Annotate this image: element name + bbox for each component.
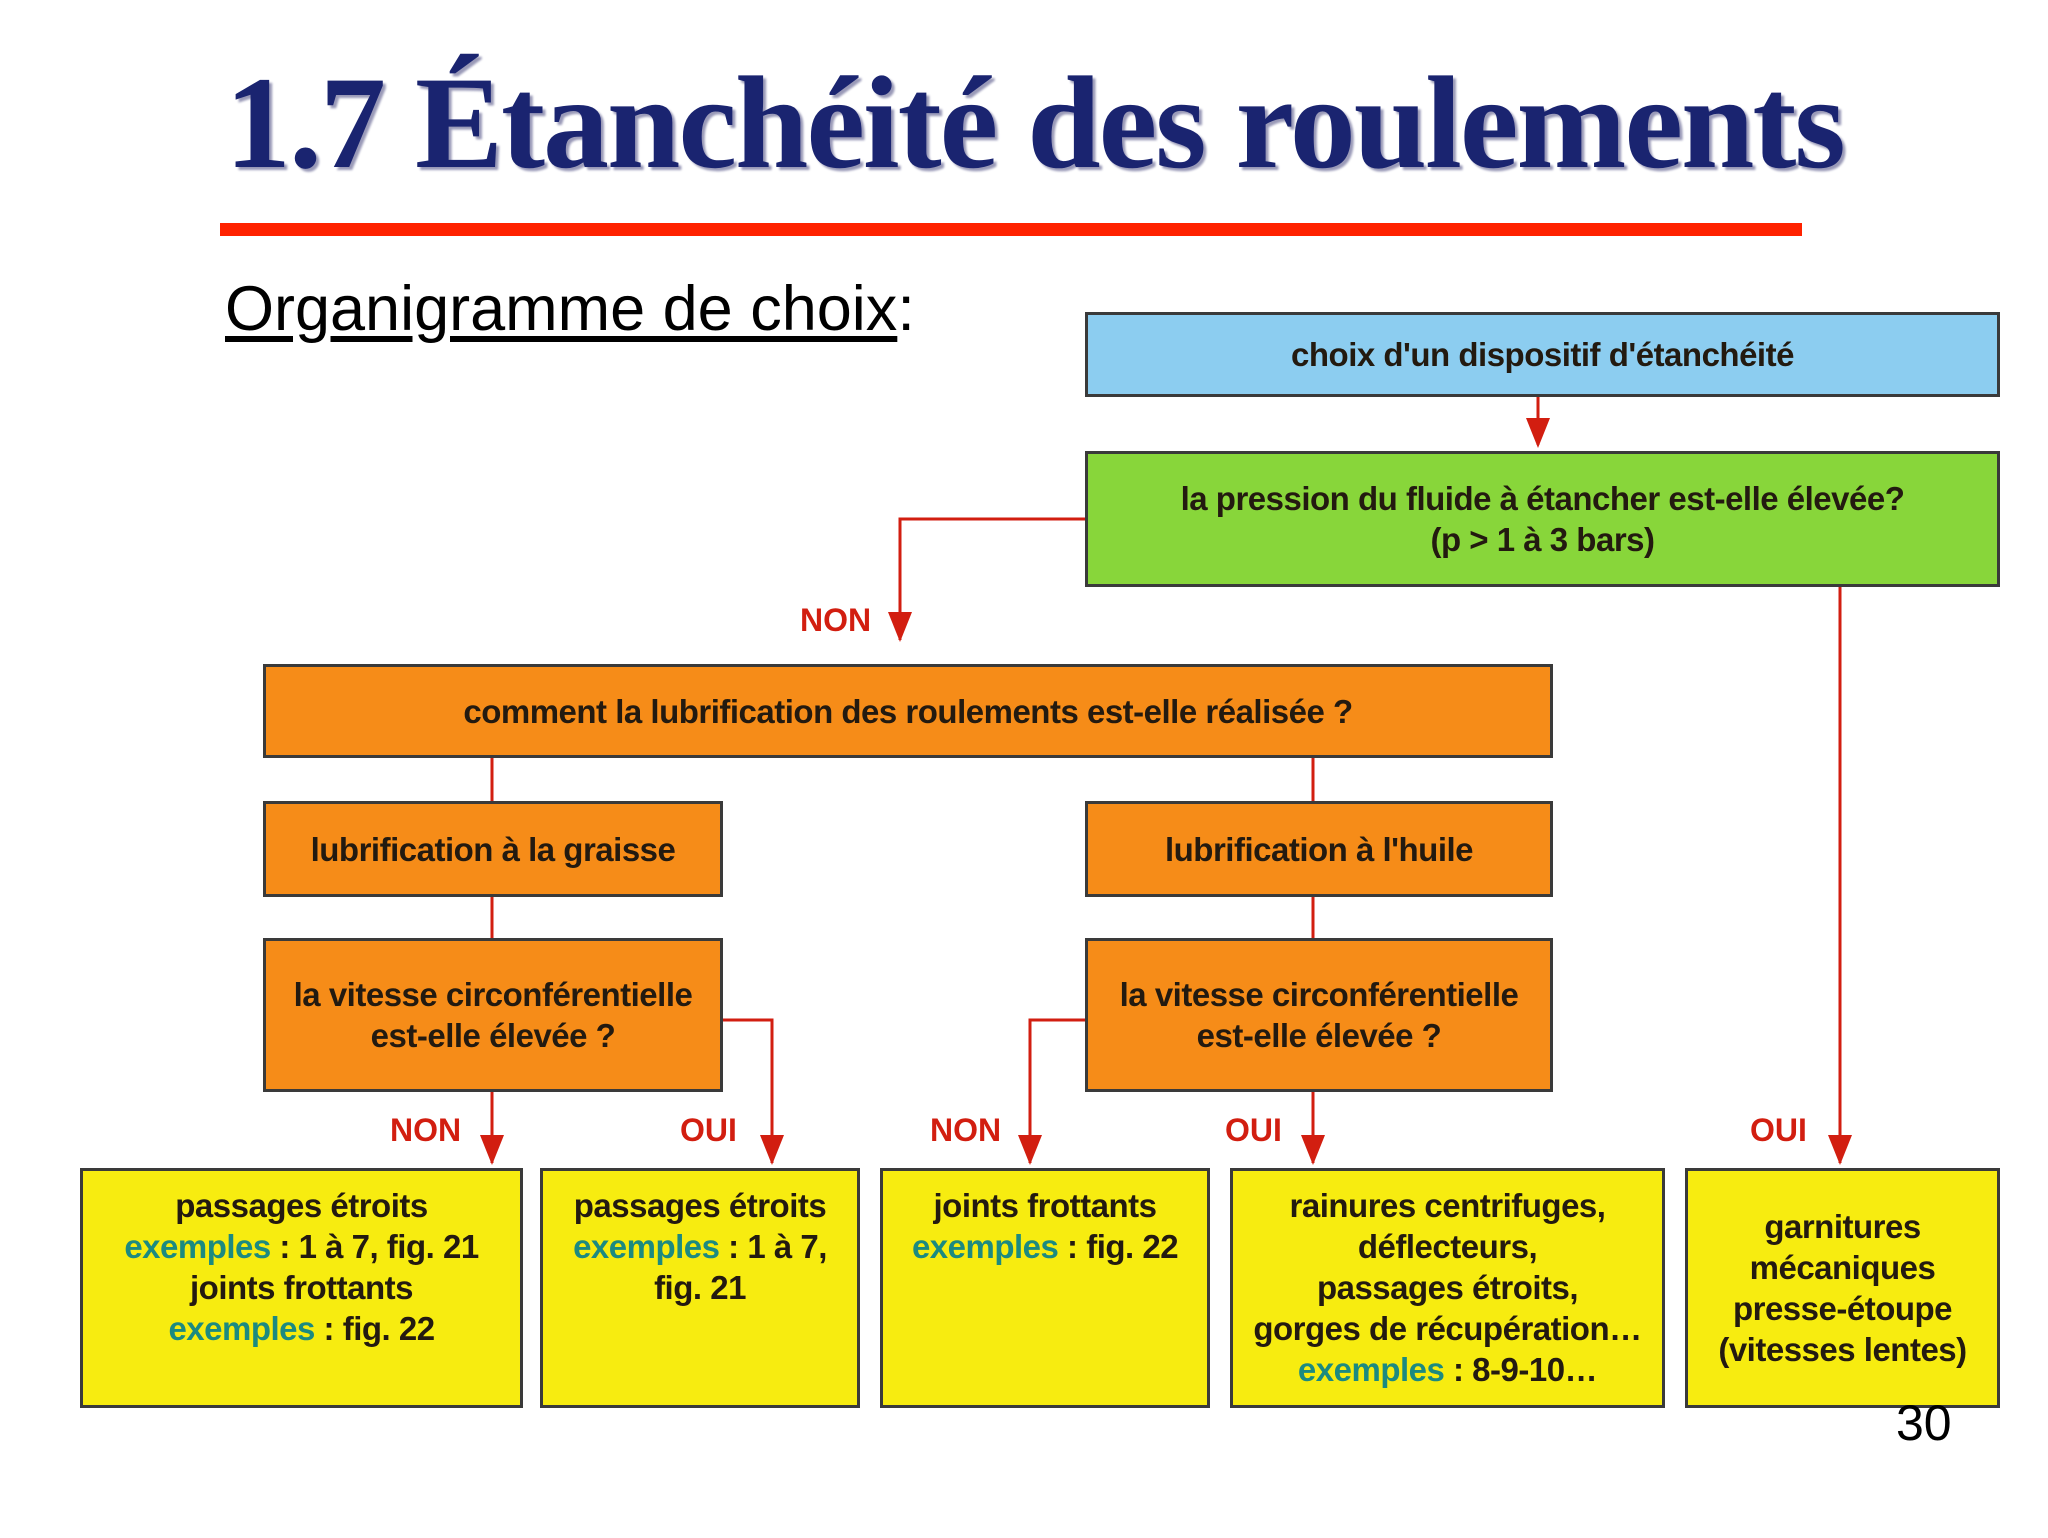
label-grease-yes: OUI xyxy=(680,1112,737,1148)
label-oil-yes: OUI xyxy=(1225,1112,1282,1148)
label-pressure-yes: OUI xyxy=(1750,1112,1807,1148)
result-box-5 xyxy=(1685,1168,2000,1408)
r2-line3: fig. 21 xyxy=(654,1269,746,1306)
r5-line1: garnitures xyxy=(1764,1208,1921,1245)
r1-line3: joints frottants xyxy=(190,1269,413,1306)
oil-box xyxy=(1085,801,1553,897)
r4-line4: gorges de récupération… xyxy=(1253,1310,1642,1347)
pressure-question-box xyxy=(1085,451,2000,587)
result-box-1 xyxy=(80,1168,523,1408)
r5-line4: (vitesses lentes) xyxy=(1718,1331,1967,1368)
r3-ex-label: exemples xyxy=(911,1228,1059,1265)
r1-ex2-label: exemples xyxy=(168,1310,315,1347)
r5-line2: mécaniques xyxy=(1749,1249,1936,1286)
r1-ex1-value: : 1 à 7, fig. 21 xyxy=(270,1228,479,1265)
speed-left-line1: la vitesse circonférentielle xyxy=(293,976,693,1013)
pressure-question-line2: (p > 1 à 3 bars) xyxy=(1430,521,1655,558)
speed-right-line1: la vitesse circonférentielle xyxy=(1119,976,1519,1013)
r1-ex2-value: : fig. 22 xyxy=(314,1310,435,1347)
r4-line1: rainures centrifuges, xyxy=(1289,1187,1606,1224)
subtitle-text: Organigramme de choix xyxy=(225,274,898,344)
speed-left-line2: est-elle élevée ? xyxy=(370,1017,616,1054)
oil-text: lubrification à l'huile xyxy=(1164,830,1474,868)
label-oil-no: NON xyxy=(930,1112,1002,1148)
arrow-pressure-no xyxy=(900,519,1085,640)
r1-examples-2 xyxy=(168,1308,434,1349)
r3-ex-value: : fig. 22 xyxy=(1058,1228,1179,1265)
page-title: 1.7 Étanchéité des roulements xyxy=(225,49,1844,196)
r1-line1: passages étroits xyxy=(175,1187,428,1224)
r3-line1: joints frottants xyxy=(933,1187,1157,1224)
page-number: 30 xyxy=(1896,1395,1952,1451)
result-box-4 xyxy=(1230,1168,1665,1408)
speed-question-left-box xyxy=(263,938,723,1092)
root-text: choix d'un dispositif d'étanchéité xyxy=(1291,336,1794,373)
r1-ex1-label: exemples xyxy=(124,1228,271,1265)
result-box-2 xyxy=(540,1168,860,1408)
speed-right-line2: est-elle élevée ? xyxy=(1196,1017,1442,1054)
lubrication-question-box xyxy=(263,664,1553,758)
r1-examples-1 xyxy=(124,1226,478,1267)
arrowhead-root-pressure xyxy=(1526,418,1550,448)
label-grease-no: NON xyxy=(390,1112,462,1148)
r4-ex-label: exemples xyxy=(1297,1351,1445,1388)
r5-line3: presse-étoupe xyxy=(1732,1290,1953,1327)
r2-examples xyxy=(573,1226,827,1267)
r2-ex-value: : 1 à 7, xyxy=(719,1228,827,1265)
r4-ex-value: : 8-9-10… xyxy=(1444,1351,1598,1388)
subtitle-colon: : xyxy=(897,274,915,344)
label-pressure-no: NON xyxy=(800,602,872,638)
speed-question-right-box xyxy=(1085,938,1553,1092)
root-box xyxy=(1085,312,2000,397)
grease-text: lubrification à la graisse xyxy=(310,830,676,868)
r2-ex-label: exemples xyxy=(573,1228,720,1265)
r4-line3: passages étroits, xyxy=(1316,1269,1579,1306)
r3-examples xyxy=(912,1226,1178,1267)
pressure-question-line1: la pression du fluide à étancher est-elle élevée? xyxy=(1180,480,1905,517)
r4-line2: déflecteurs, xyxy=(1357,1228,1538,1265)
result-box-3 xyxy=(880,1168,1210,1408)
grease-box xyxy=(263,801,723,897)
lubrication-question-text: comment la lubrification des roulements est-elle réalisée ? xyxy=(463,692,1353,730)
r2-line1: passages étroits xyxy=(573,1187,827,1224)
r4-examples xyxy=(1298,1349,1597,1390)
